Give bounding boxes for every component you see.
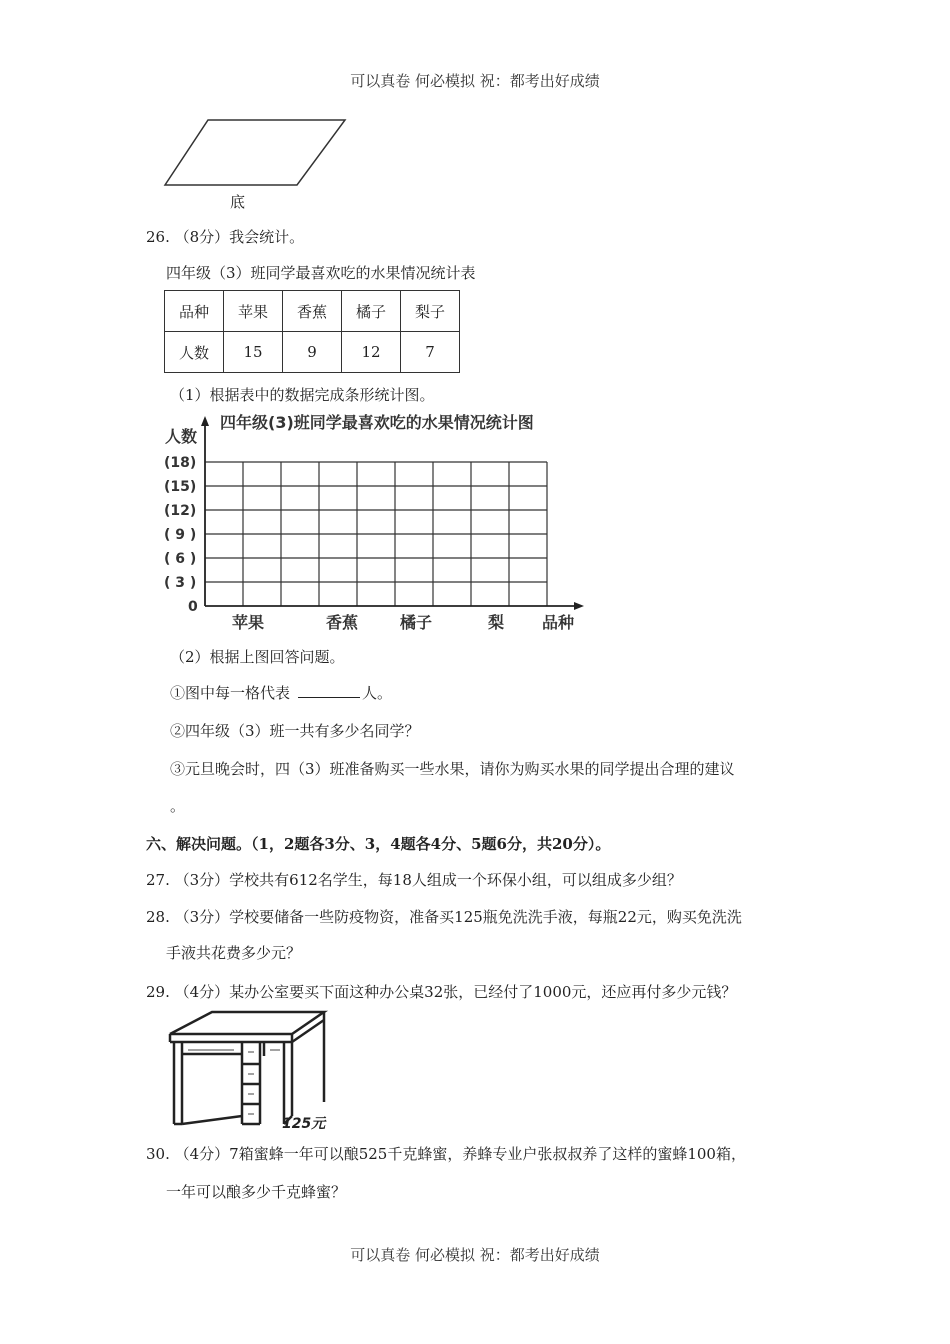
- chart-y-axis-arrow: [201, 416, 209, 426]
- table-cell: 梨子: [401, 291, 460, 332]
- chart-y-tick-label: (15): [164, 479, 197, 495]
- chart-y-tick-label: ( 6 ): [164, 551, 197, 567]
- q26-item2: ②四年级（3）班一共有多少名同学？: [170, 722, 420, 740]
- chart-y-tick-label: ( 9 ): [164, 527, 197, 543]
- q28-line1: 28. （3分）学校要储备一些防疫物资，准备买125瓶免洗洗手液，每瓶22元，购买免洗洗: [146, 908, 742, 926]
- desk-price-label: 125元: [282, 1116, 326, 1132]
- table-cell: 7: [401, 332, 460, 373]
- q26-item3-end: 。: [170, 797, 186, 815]
- chart-x-axis-arrow: [574, 602, 584, 610]
- q26-item1-text: ①图中每一格代表: [170, 684, 291, 702]
- q26-item3: ③元旦晚会时，四（3）班准备购买一些水果，请你为购买水果的同学提出合理的建议: [170, 760, 735, 778]
- q30-line1: 30. （4分）7箱蜜蜂一年可以酿525千克蜂蜜，养蜂专业户张叔叔养了这样的蜜蜂100箱，: [146, 1145, 746, 1163]
- table-cell: 苹果: [224, 291, 283, 332]
- office-desk-figure: [164, 1006, 334, 1132]
- table-cell: 香蕉: [283, 291, 342, 332]
- desk-hatching: [188, 1050, 280, 1114]
- chart-x-tick-label: 梨: [488, 613, 505, 632]
- q29: 29. （4分）某办公室要买下面这种办公桌32张，已经付了1000元，还应再付多少元钱？: [146, 983, 737, 1001]
- parallelogram-figure: [160, 115, 350, 215]
- q26-sub2: （2）根据上图回答问题。: [170, 648, 345, 666]
- q26-title: 26. （8分）我会统计。: [146, 228, 305, 246]
- section-6-heading: 六、解决问题。（1，2题各3分、3，4题各4分、5题6分，共20分）。: [146, 835, 611, 853]
- chart-y-tick-label: (18): [164, 455, 197, 471]
- parallelogram-base-label: 底: [230, 193, 246, 211]
- fruit-stat-table: [164, 290, 460, 373]
- table-cell: 人数: [165, 332, 224, 373]
- table-row: [165, 332, 460, 373]
- table-cell: 9: [283, 332, 342, 373]
- table-cell: 橘子: [342, 291, 401, 332]
- q27: 27. （3分）学校共有612名学生，每18人组成一个环保小组，可以组成多少组？: [146, 871, 682, 889]
- q30-line2: 一年可以酿多少千克蜂蜜？: [166, 1183, 347, 1201]
- page-footer: 可以真卷 何必模拟 祝：都考出好成绩: [350, 1246, 600, 1264]
- table-cell: 15: [224, 332, 283, 373]
- chart-y-tick-label: 0: [188, 599, 198, 615]
- q26-table-title: 四年级（3）班同学最喜欢吃的水果情况统计表: [166, 264, 476, 282]
- q26-item1-unit: 人。: [362, 684, 393, 702]
- page-header: 可以真卷 何必模拟 祝：都考出好成绩: [350, 72, 600, 90]
- desk-drawing: [170, 1012, 324, 1124]
- q26-item1: [170, 682, 392, 703]
- chart-y-tick-label: ( 3 ): [164, 575, 197, 591]
- chart-x-axis-label: 品种: [542, 613, 575, 632]
- parallelogram-shape: [165, 120, 345, 185]
- chart-x-tick-label: 橘子: [400, 613, 433, 632]
- q28-line2: 手液共花费多少元？: [166, 944, 302, 962]
- chart-y-tick-label: (12): [164, 503, 197, 519]
- chart-title: 四年级(3)班同学最喜欢吃的水果情况统计图: [220, 413, 534, 432]
- answer-blank[interactable]: [298, 683, 360, 698]
- q26-sub1: （1）根据表中的数据完成条形统计图。: [170, 386, 435, 404]
- chart-y-axis-label: 人数: [165, 427, 198, 446]
- table-cell: 品种: [165, 291, 224, 332]
- chart-x-tick-label: 苹果: [232, 613, 265, 632]
- table-cell: 12: [342, 332, 401, 373]
- chart-x-tick-label: 香蕉: [326, 613, 359, 632]
- table-row: [165, 291, 460, 332]
- fruit-bar-chart: [160, 408, 590, 634]
